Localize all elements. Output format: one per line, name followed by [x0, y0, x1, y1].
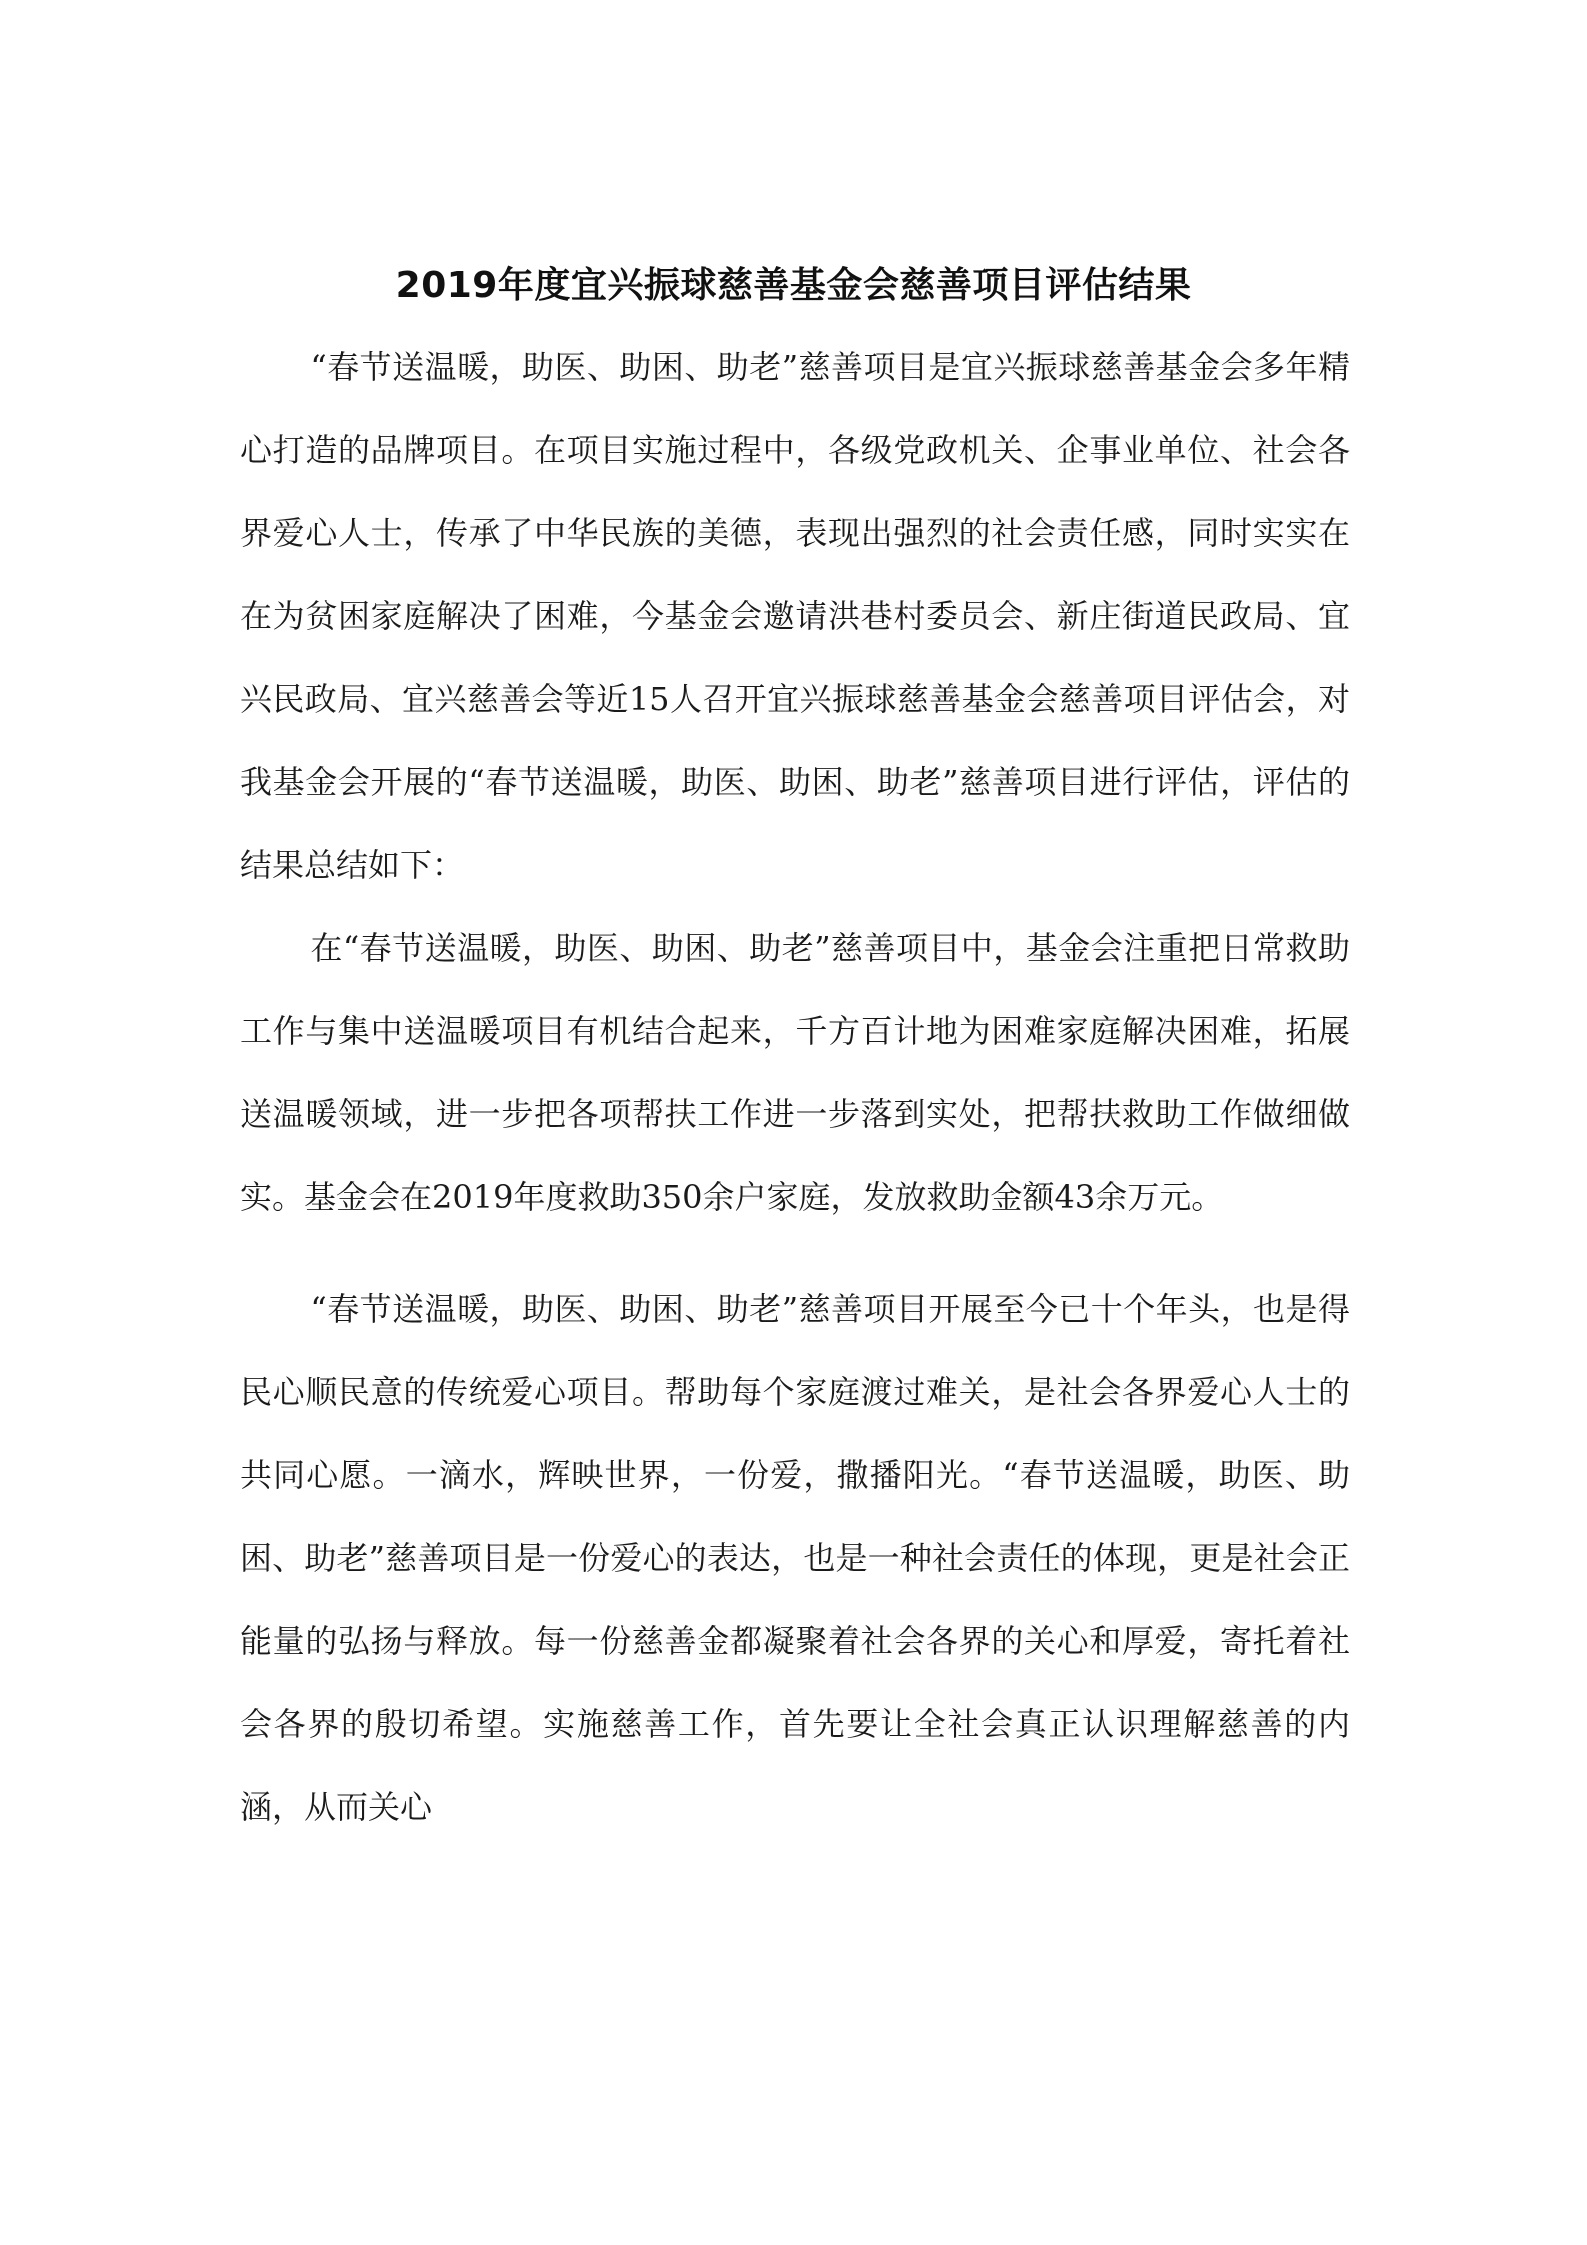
paragraph-project-intro: “春节送温暖，助医、助困、助老”慈善项目是宜兴振球慈善基金会多年精心打造的品牌项目。在项目实施过程中，各级党政机关、企事业单位、社会各界爱心人士，传承了中华民族的美德，表现出强烈的社会责任感，同时实实在在为贫困家庭解决了困难，今基金会邀请洪巷村委员会、新庄街道民政局、宜兴民政局、宜兴慈善会等近15人召开宜兴振球慈善基金会慈善项目评估会，对我基金会开展的“春节送温暖，助医、助困、助老”慈善项目进行评估，评估的结果总结如下： — [240, 348, 1350, 884]
paragraph-project-results: 在“春节送温暖，助医、助困、助老”慈善项目中，基金会注重把日常救助工作与集中送温暖项目有机结合起来，千方百计地为困难家庭解决困难，拓展送温暖领域，进一步把各项帮扶工作进一步落到实处，把帮扶救助工作做细做实。基金会在2019年度救助350余户家庭，发放救助金额43余万元。 — [240, 929, 1350, 1216]
document-title: 2019年度宜兴振球慈善基金会慈善项目评估结果 — [395, 265, 1192, 307]
paragraph-project-significance: “春节送温暖，助医、助困、助老”慈善项目开展至今已十个年头，也是得民心顺民意的传统爱心项目。帮助每个家庭渡过难关，是社会各界爱心人士的共同心愿。一滴水，辉映世界，一份爱，撒播阳光。“春节送温暖，助医、助困、助老”慈善项目是一份爱心的表达，也是一种社会责任的体现，更是社会正能量的弘扬与释放。每一份慈善金都凝聚着社会各界的关心和厚爱，寄托着社会各界的殷切希望。实施慈善工作，首先要让全社会真正认识理解慈善的内涵，从而关心 — [240, 1290, 1350, 1826]
document-body — [240, 326, 1350, 1849]
